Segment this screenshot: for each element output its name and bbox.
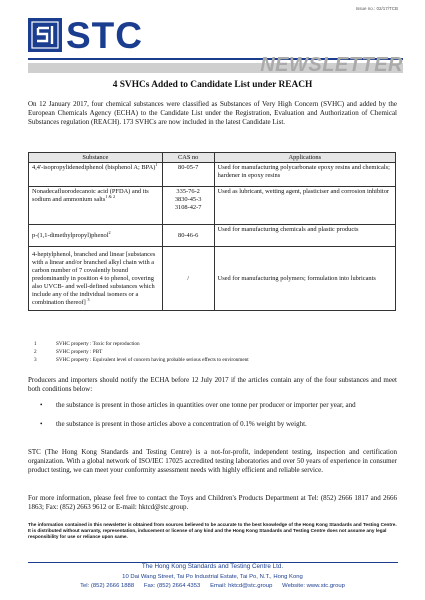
applications-cell: Used for manufacturing chemicals and plastic products xyxy=(214,225,395,247)
cas-cell: 80-05-7 xyxy=(162,163,214,187)
footer-contact: Tel: (852) 2666 1888 Fax: (852) 2664 4353 Email: hktcd@stc.group Website: www.stc.group xyxy=(80,583,345,589)
svhc-table xyxy=(28,152,396,311)
table-row xyxy=(29,187,396,225)
header-substance: Substance xyxy=(29,153,163,163)
list-item: • the substance is present in those articles in quantities over one tonne per producer or importer per year, and xyxy=(30,401,392,410)
cas-cell: 80-46-6 xyxy=(162,225,214,247)
disclaimer: The information contained in this newsletter is obtained from sources believed to be accurate to the best knowledge of the Hong Kong Standards and Testing Centre. It is distributed without warranty, representation, inducement or license of any kind and the Hong Kong Standards and Testing Centre does not assume any legal responsibility for use or reliance upon same. xyxy=(28,522,397,540)
header-cas: CAS no xyxy=(162,153,214,163)
notification-paragraph: Producers and importers should notify the ECHA before 12 July 2017 if the articles contain any of the four substances and meet both conditions below: xyxy=(28,376,397,394)
footnote: 3 SVHC property : Equivalent level of concern having probable serious effects to environment xyxy=(34,357,249,363)
footnote: 1 SVHC property : Toxic for reproduction xyxy=(34,341,140,347)
stc-logo-mark xyxy=(28,18,62,52)
stc-emblem-icon xyxy=(28,18,62,52)
applications-cell: Used as lubricant, wetting agent, plasticiser and corrosion inhibitor xyxy=(214,187,395,225)
cas-cell: 335-76-2 3830-45-3 3108-42-7 xyxy=(162,187,214,225)
table-row xyxy=(29,163,396,187)
applications-cell: Used for manufacturing polymers; formulation into lubricants xyxy=(214,247,395,311)
issue-number: Issue no.: 02/17/TCB xyxy=(355,6,398,11)
substance-cell: Nonadecafluorodecanoic acid (PFDA) and its sodium and ammonium salts$^{1 \& 2}$ xyxy=(29,187,163,225)
stc-logo-text: STC xyxy=(66,15,143,56)
contact-paragraph: For more information, please feel free to contact the Toys and Children's Products Department at Tel: (852) 2666 1817 and 2666 1863; Fax: (852) 2663 9612 or E-mail: hktcd@stc.group. xyxy=(28,494,397,512)
list-item: • the substance is present in those articles above a concentration of 0.1% weight by weight. xyxy=(30,420,392,429)
conditions-list xyxy=(30,401,392,429)
table-header-row xyxy=(29,153,396,163)
footer-address: 10 Dai Wang Street, Tai Po Industrial Estate, Tai Po, N.T., Hong Kong xyxy=(122,574,303,580)
substance-cell: 4-heptylphenol, branched and linear [substances with a linear and/or branched alkyl chain with a carbon number of 7 covalently bound predominantly in position 4 to phenol, covering also UVCB- and well-defined substances which include any of the individual isomers or a combination thereof] $^3$ xyxy=(29,247,163,311)
newsletter-label: NEWSLETTER xyxy=(260,54,403,76)
footer-org: The Hong Kong Standards and Testing Centre Ltd. xyxy=(141,563,284,570)
table-row xyxy=(29,225,396,247)
substance-cell: 4,4'-isopropylidenediphenol (bisphenol A; BPA)$^1$ xyxy=(29,163,163,187)
about-stc-paragraph: STC (The Hong Kong Standards and Testing Centre) is a not-for-profit, independent testing, inspection and certification organization. With a global network of ISO/IEC 17025 accredited testing laboratories and over 50 years of experience in consumer product testing, we can meet your conformity assessment needs with highly efficient and reliable service. xyxy=(28,448,397,475)
substance-cell: p-(1,1-dimethylpropyl)phenol$^2$ xyxy=(29,225,163,247)
applications-cell: Used for manufacturing polycarbonate epoxy resins and chemicals; hardener in epoxy resins xyxy=(214,163,395,187)
header-applications: Applications xyxy=(214,153,395,163)
cas-cell: / xyxy=(162,247,214,311)
intro-paragraph: On 12 January 2017, four chemical substances were classified as Substances of Very High Concern (SVHC) and added by the European Chemicals Agency (ECHA) to the Candidate List under the Registration, Evaluation and Authorization of Chemical Substances regulation (REACH). 173 SVHCs are now included in the latest Candidate List. xyxy=(28,100,397,127)
table-row xyxy=(29,247,396,311)
footnote: 2 SVHC property : PBT xyxy=(34,349,103,355)
article-title: 4 SVHCs Added to Candidate List under REACH xyxy=(112,80,313,90)
